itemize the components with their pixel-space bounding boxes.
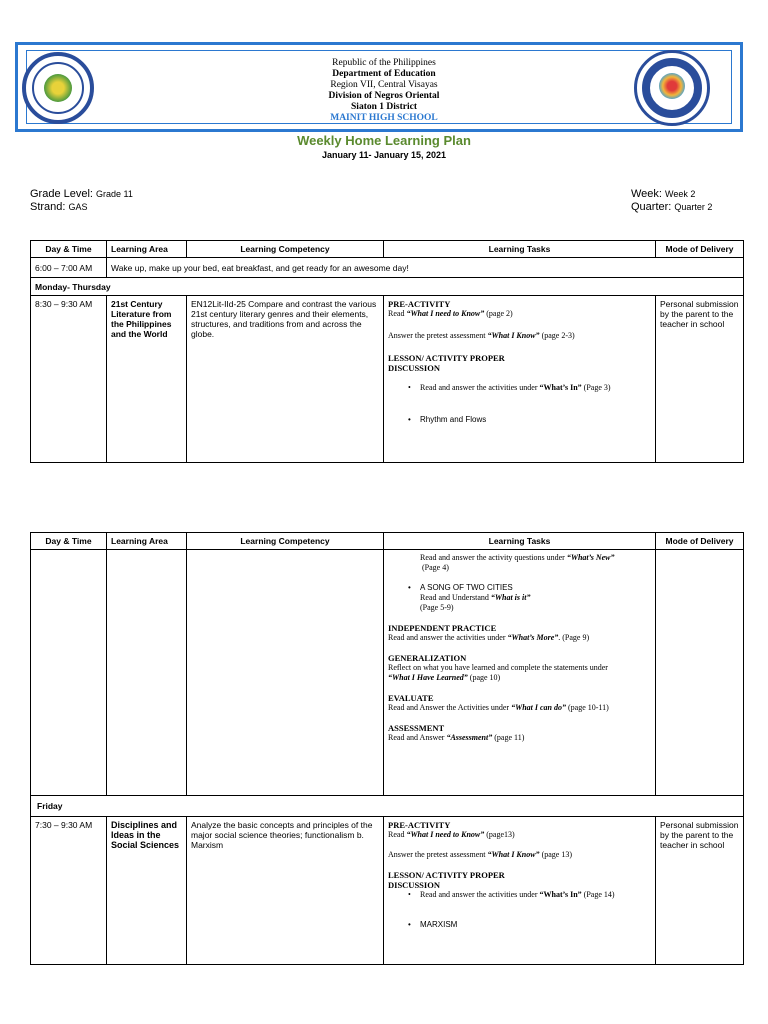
deped-seal-emblem xyxy=(659,73,685,99)
fri-competency-cell: Analyze the basic concepts and principles of the major social science theories; functionalism b. Marxism xyxy=(187,817,384,965)
pre-activity-heading: PRE-ACTIVITY xyxy=(388,299,451,309)
col-header-mode-of-delivery: Mode of Delivery xyxy=(656,533,744,550)
pretest-page: (page 2-3) xyxy=(541,331,575,340)
continued-time-cell xyxy=(31,550,107,796)
header-republic: Republic of the Philippines xyxy=(332,58,436,68)
strand-value: GAS xyxy=(68,202,88,212)
assess-title: “Assessment” xyxy=(446,733,493,742)
list-item: • MARXISM xyxy=(388,920,651,930)
col-header-day-time: Day & Time xyxy=(31,533,107,550)
continued-tasks xyxy=(388,553,651,743)
quarter-line xyxy=(631,201,712,214)
quarter-value: Quarter 2 xyxy=(674,202,713,212)
grade-level-label: Grade Level: xyxy=(30,188,93,200)
read-instruction xyxy=(388,309,651,319)
section-row xyxy=(31,278,744,296)
understand-page: (Page 5-9) xyxy=(420,603,454,612)
fri-bullet1-page: (Page 14) xyxy=(583,890,615,899)
strand-line xyxy=(30,201,88,214)
pretest-instruction xyxy=(388,331,651,341)
col-header-mode-of-delivery: Mode of Delivery xyxy=(656,241,744,258)
school-seal-emblem xyxy=(44,74,72,102)
generalization-title-line xyxy=(388,673,651,683)
fri-time-cell: 7:30 – 9:30 AM xyxy=(31,817,107,965)
gen-title: “What I Have Learned” xyxy=(388,673,468,682)
fri-bullet1-title: “What’s In” xyxy=(539,890,582,899)
wake-time-cell: 6:00 – 7:00 AM xyxy=(31,258,107,278)
learning-plan-table-1 xyxy=(30,240,744,463)
list-item: • Rhythm and Flows xyxy=(388,415,651,425)
read-prefix: Read xyxy=(388,309,405,318)
fri-pretest-page: (page 13) xyxy=(541,850,572,859)
activity-page: (Page 4) xyxy=(422,563,449,572)
assessment-instruction xyxy=(388,733,651,743)
eval-prefix: Read and Answer the Activities under xyxy=(388,703,510,712)
wake-text-cell: Wake up, make up your bed, eat breakfast, and get ready for an awesome day! xyxy=(107,258,744,278)
school-seal-logo xyxy=(22,52,94,124)
read-title: “What I need to Know” xyxy=(406,309,485,318)
col-header-learning-competency: Learning Competency xyxy=(187,241,384,258)
generalization-heading: GENERALIZATION xyxy=(388,653,467,663)
activity-prefix: Read and answer the activity questions under xyxy=(420,553,565,562)
fri-read-page: (page13) xyxy=(486,830,515,839)
assess-prefix: Read and Answer xyxy=(388,733,445,742)
gen-page: (page 10) xyxy=(469,673,501,682)
fri-learning-area-cell: Disciplines and Ideas in the Social Sciences xyxy=(107,817,187,965)
table-header-row xyxy=(31,241,744,258)
deped-seal-logo xyxy=(634,50,710,126)
table-header-row xyxy=(31,533,744,550)
independent-practice-heading: INDEPENDENT PRACTICE xyxy=(388,623,497,633)
list-item: • A SONG OF TWO CITIES xyxy=(388,583,651,593)
understand-instruction xyxy=(388,593,651,603)
table-row xyxy=(31,258,744,278)
generalization-text: Reflect on what you have learned and complete the statements under xyxy=(388,663,608,672)
table-row xyxy=(31,817,744,965)
header-district: Siaton 1 District xyxy=(351,102,417,112)
discussion-heading: DISCUSSION xyxy=(388,363,440,373)
section-friday: Friday xyxy=(31,796,744,817)
grade-level-line xyxy=(30,188,133,201)
row1-competency-cell: EN12Lit-IId-25 Compare and contrast the various 21st century literary genres and their elements, structures, and traditions from and across the globe. xyxy=(187,296,384,463)
fri-bullet1-prefix: Read and answer the activities under xyxy=(420,890,538,899)
fri-pretest-title: “What I Know” xyxy=(487,850,540,859)
col-header-learning-tasks: Learning Tasks xyxy=(384,241,656,258)
bullet1-prefix: Read and answer the activities under xyxy=(420,383,538,392)
pretest-title: “What I Know” xyxy=(487,331,540,340)
col-header-learning-area: Learning Area xyxy=(107,241,187,258)
row1-time-cell: 8:30 – 9:30 AM xyxy=(31,296,107,463)
learning-plan-table-2 xyxy=(30,532,744,965)
section-monday-thursday: Monday- Thursday xyxy=(31,278,744,296)
fri-read-instruction xyxy=(388,830,651,840)
continued-tasks-cell xyxy=(384,550,656,796)
bullet1-title: “What’s In” xyxy=(539,383,582,392)
fri-read-prefix: Read xyxy=(388,830,405,839)
header-school-name: MAINIT HIGH SCHOOL xyxy=(330,113,438,123)
lesson-heading: LESSON/ ACTIVITY PROPER xyxy=(388,353,505,363)
understand-prefix: Read and Understand xyxy=(420,593,489,602)
activity-title: “What’s New” xyxy=(566,553,615,562)
fri-tasks-cell xyxy=(384,817,656,965)
strand-label: Strand: xyxy=(30,201,66,213)
row1-learning-area-cell: 21st Century Literature from the Philippines and the World xyxy=(107,296,187,463)
col-header-learning-tasks: Learning Tasks xyxy=(384,533,656,550)
header-division: Division of Negros Oriental xyxy=(328,91,440,101)
evaluate-instruction xyxy=(388,703,651,713)
fri-discussion-heading: DISCUSSION xyxy=(388,880,440,890)
table-row xyxy=(31,550,744,796)
date-range: January 11- January 15, 2021 xyxy=(321,150,447,160)
activity-instruction xyxy=(388,553,651,573)
assess-page: (page 11) xyxy=(494,733,525,742)
continued-competency-cell xyxy=(187,550,384,796)
indep-title: “What’s More” xyxy=(507,633,559,642)
bullet1-page: (Page 3) xyxy=(583,383,611,392)
week-value: Week 2 xyxy=(665,189,696,199)
continued-mode-cell xyxy=(656,550,744,796)
section-row xyxy=(31,796,744,817)
col-header-learning-competency: Learning Competency xyxy=(187,533,384,550)
col-header-learning-area: Learning Area xyxy=(107,533,187,550)
fri-pretest-instruction xyxy=(388,850,651,860)
grade-level-value: Grade 11 xyxy=(96,189,133,199)
list-item xyxy=(388,890,651,900)
eval-page: (page 10-11) xyxy=(568,703,609,712)
independent-practice-instruction xyxy=(388,633,651,643)
col-header-day-time: Day & Time xyxy=(31,241,107,258)
page-title: Weekly Home Learning Plan xyxy=(297,133,471,148)
week-line xyxy=(631,188,695,201)
fri-tasks xyxy=(388,820,651,930)
fri-mode-cell: Personal submission by the parent to the teacher in school xyxy=(656,817,744,965)
indep-page: . (Page 9) xyxy=(558,633,590,642)
eval-title: “What I can do” xyxy=(511,703,566,712)
indep-prefix: Read and answer the activities under xyxy=(388,633,506,642)
row1-tasks xyxy=(388,299,651,425)
header-department: Department of Education xyxy=(332,69,436,79)
header-region: Region VII, Central Visayas xyxy=(330,80,438,90)
read-page: (page 2) xyxy=(486,309,513,318)
pretest-prefix: Answer the pretest assessment xyxy=(388,331,486,340)
fri-pretest-prefix: Answer the pretest assessment xyxy=(388,850,486,859)
fri-pre-activity-heading: PRE-ACTIVITY xyxy=(388,820,451,830)
row1-tasks-cell xyxy=(384,296,656,463)
understand-title: “What is it” xyxy=(490,593,531,602)
row1-mode-cell: Personal submission by the parent to the teacher in school xyxy=(656,296,744,463)
continued-area-cell xyxy=(107,550,187,796)
evaluate-heading: EVALUATE xyxy=(388,693,434,703)
fri-read-title: “What I need to Know” xyxy=(406,830,485,839)
quarter-label: Quarter: xyxy=(631,201,672,213)
assessment-heading: ASSESSMENT xyxy=(388,723,445,733)
week-label: Week: xyxy=(631,188,662,200)
table-row xyxy=(31,296,744,463)
fri-lesson-heading: LESSON/ ACTIVITY PROPER xyxy=(388,870,505,880)
list-item xyxy=(388,383,651,393)
